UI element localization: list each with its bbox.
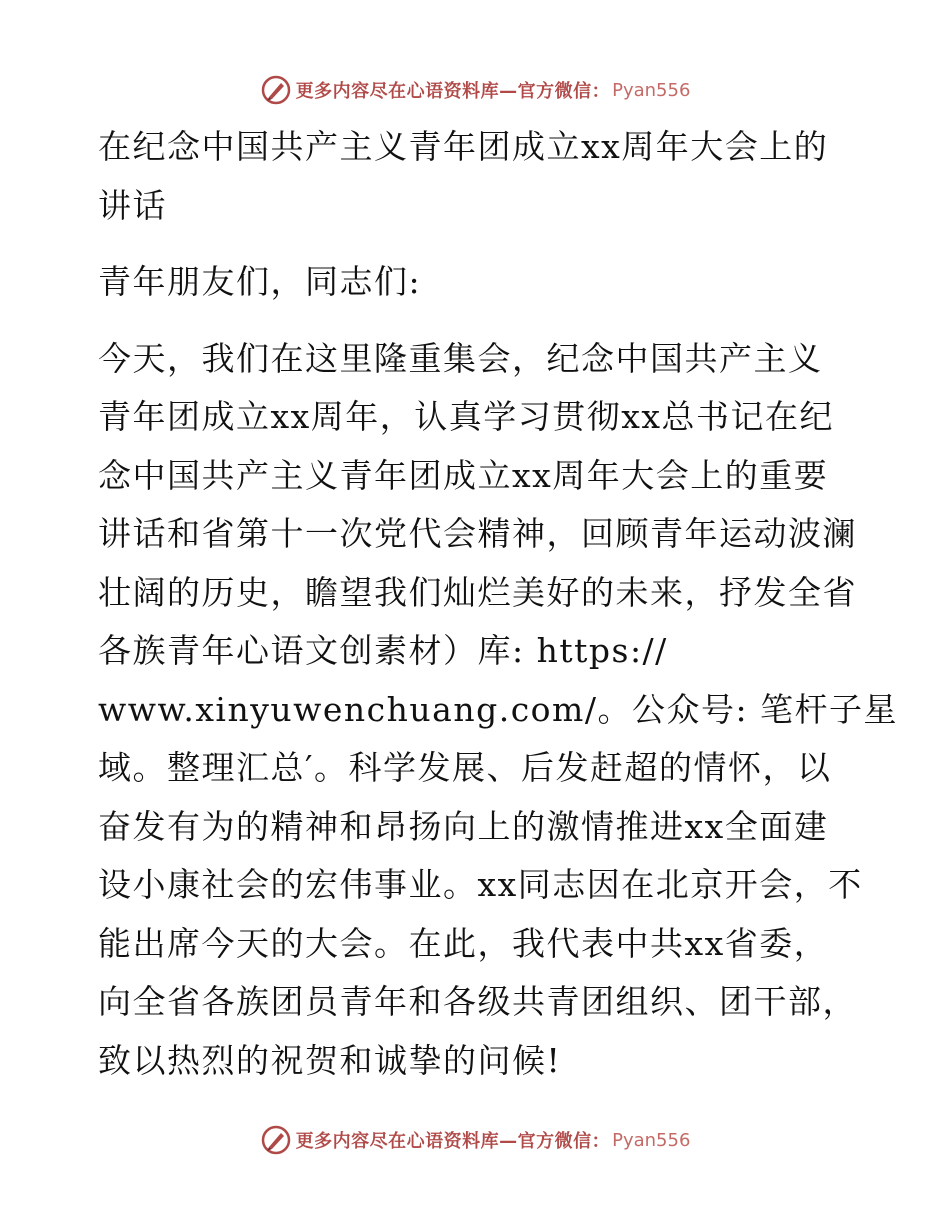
body-line: www.xinyuwenchuang.com/。公众号: 笔杆子星: [98, 689, 899, 729]
salutation: 青年朋友们，同志们:: [98, 262, 422, 301]
banner-text: 更多内容尽在心语资料库—官方微信：: [295, 1131, 611, 1152]
footer-banner: [0, 1120, 950, 1160]
pen-seal-icon: [260, 1124, 292, 1156]
header-banner: [0, 70, 950, 110]
document-body: [98, 118, 899, 1090]
body-line: 向全省各族团员青年和各级共青团组织、团干部，: [98, 982, 857, 1021]
title-line-1: 在纪念中国共产主义青年团成立xx周年大会上的: [98, 127, 829, 166]
wechat-id: Pyan556: [612, 79, 691, 101]
banner-text: 更多内容尽在心语资料库—官方微信：: [295, 81, 611, 102]
body-line: 奋发有为的精神和昂扬向上的激情推进xx全面建: [98, 806, 829, 846]
body-line: 青年团成立xx周年，认真学习贯彻xx总书记在纪: [98, 397, 834, 436]
body-line: 能出席今天的大会。在此，我代表中共xx省委，: [98, 923, 829, 963]
body-line: 设小康社会的宏伟事业。xx同志因在北京开会，不: [98, 865, 863, 904]
body-line: 讲话和省第十一次党代会精神，回顾青年运动波澜: [98, 514, 857, 553]
body-line: 各族青年心语文创素材）库: https://: [98, 631, 668, 670]
body-line: 域。整理汇总′。科学发展、后发赶超的情怀，以: [98, 748, 832, 787]
wechat-id: Pyan556: [612, 1129, 691, 1151]
title-line-2: 讲话: [98, 185, 167, 225]
body-line: 壮阔的历史，瞻望我们灿烂美好的未来，抒发全省: [98, 572, 857, 612]
body-line: 念中国共产主义青年团成立xx周年大会上的重要: [98, 455, 829, 495]
pen-seal-icon: [260, 74, 292, 106]
body-line: 致以热烈的祝贺和诚挚的问候!: [98, 1040, 562, 1080]
body-line: 今天，我们在这里隆重集会，纪念中国共产主义: [98, 338, 823, 378]
